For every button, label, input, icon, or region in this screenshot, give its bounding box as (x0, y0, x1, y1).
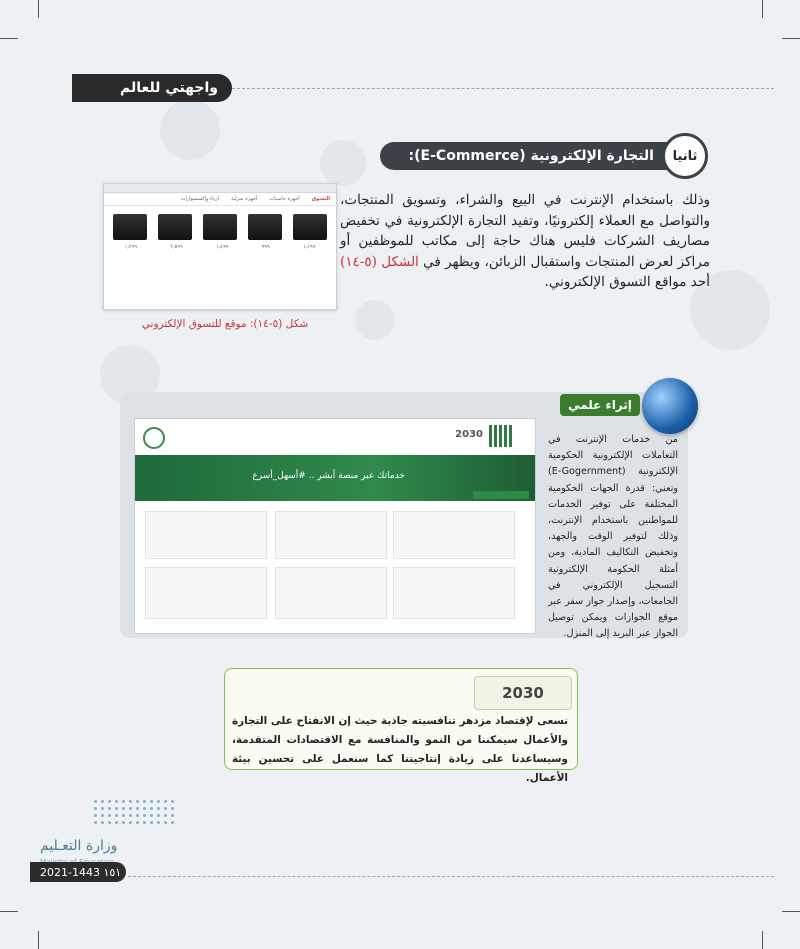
vision-2030-logo: 2030 (455, 429, 483, 440)
news-card (275, 567, 387, 619)
crop-mark (782, 911, 800, 912)
product-price: ١٫٤٩٩ (215, 244, 229, 250)
crop-mark (0, 911, 18, 912)
crop-mark (38, 0, 39, 18)
crop-mark (762, 931, 763, 949)
vision-2030-logo: 2030 (474, 676, 572, 710)
crop-mark (782, 38, 800, 39)
product-price: ٢٫٥٩٩ (170, 244, 183, 250)
shop-tab: أجهزة منزلية (230, 196, 258, 202)
news-card (145, 567, 267, 619)
section-heading (380, 142, 700, 170)
absher-logo (489, 425, 513, 447)
emblem-icon (143, 427, 165, 449)
section-paragraph (340, 190, 710, 293)
globe-laptop-icon (642, 378, 698, 434)
vision-2030-text: نسعى لإقتصاد مزدهر تنافسيته جاذبة حيث إن الانفتاح على التجارة والأعمال سيمكننا من النمو والمنافسة مع الاقتصادات المتقدمة، وسيساعدنا على زيادة إنتاجيتنا كما سنعمل على تحسين بيئة الأعمال. (232, 715, 568, 784)
crop-mark (38, 931, 39, 949)
login-button-image (473, 491, 529, 499)
laptop-image (113, 214, 147, 240)
browser-bar (104, 184, 336, 193)
services-card (145, 511, 267, 559)
footer-dashed-line (128, 876, 774, 877)
ministry-logo (92, 798, 178, 824)
price-row (104, 242, 336, 252)
shop-tab: أزياء وإكسسوارات (180, 196, 219, 202)
services-card (275, 511, 387, 559)
product-row (104, 206, 336, 242)
background-gear-icon (355, 300, 395, 340)
shop-tabs (104, 193, 336, 206)
page-number: 2021-1443 ١٥١ (30, 862, 126, 882)
laptop-image (158, 214, 192, 240)
shop-tab: أجهزة حاسبات (269, 196, 300, 202)
background-cart-icon (160, 100, 220, 160)
services-card (393, 511, 515, 559)
crop-mark (762, 0, 763, 18)
laptop-image (203, 214, 237, 240)
government-site-screenshot (134, 418, 536, 634)
laptop-image (293, 214, 327, 240)
section-badge: ثانيا (662, 133, 708, 179)
enrichment-label: إثراء علمي (560, 394, 640, 416)
product-price: ١٫٢٩٩ (124, 244, 138, 250)
chapter-banner (72, 74, 232, 102)
background-like-icon (320, 140, 366, 186)
figure-reference: الشكل (٥-١٤) (340, 253, 419, 270)
section-title: التجارة الإلكترونية (E-Commerce): (408, 148, 654, 164)
ministry-name: وزارة التعـليم (40, 838, 118, 854)
chapter-banner-title: واجهتي للعالم (120, 80, 218, 96)
paragraph-text: أحد مواقع التسوق الإلكتروني. (544, 274, 710, 291)
enrichment-text: من خدمات الإنترنت في التعاملات الإلكترونية الحكومية الإلكترونية (E-Gogernment) وتعني: قدرة الجهات الحكومية المختلفة على توفير الخدمات للمواطنين باستخدام الإنترنت، وذلك لتوفير الوقت والجهد، وتخفيض التكاليف المادية، ومن أمثلة الحكومة الإلكترونية التسجيل الإلكتروني في الجامعات، وإصدار جواز سفر عبر موقع الجوازات ويمكن توصيل الجواز عبر البريد إلى المنزل. (548, 434, 678, 640)
shopping-site-figure (103, 183, 337, 310)
shop-tab: التسوق (311, 196, 330, 202)
crop-mark (0, 38, 18, 39)
header-dashed-line (232, 88, 774, 89)
product-price: ٩٩٩ (261, 244, 270, 250)
laptop-image (248, 214, 282, 240)
paragraph-text: وذلك باستخدام الإنترنت في البيع والشراء، وتسويق المنتجات، والتواصل مع العملاء إلكترونيًا، وتفيد التجارة الإلكترونية في تخفيض مصاريف الشركات فليس هناك حاجة إلى مكاتب للموظفين أو مراكز لعرض المنتجات واستقبال الزبائن، ويظهر في (340, 192, 710, 270)
figure-caption: شكل (٥-١٤): موقع للتسوق الإلكتروني (141, 318, 309, 330)
news-card (393, 567, 515, 619)
product-price: ١٫١٩٩ (302, 244, 316, 250)
hero-text: خدماتك عبر منصة أبشر .. #أسهل_أسرع (252, 471, 405, 481)
